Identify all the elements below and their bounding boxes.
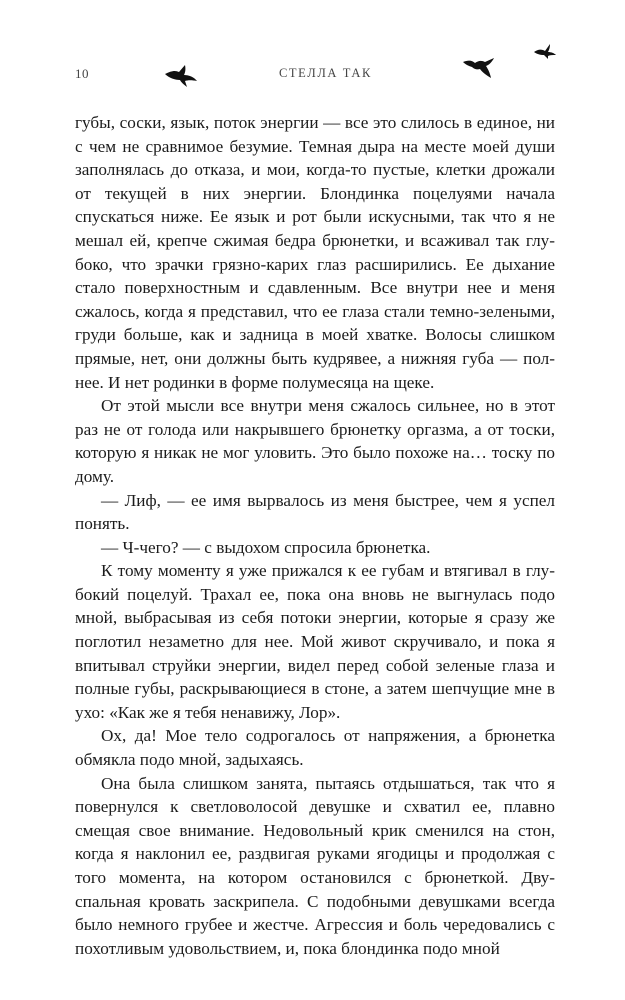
body-text: [75, 111, 555, 960]
raven-icon: [461, 54, 497, 84]
page-header: [0, 62, 625, 92]
running-head: СТЕЛЛА ТАК: [279, 66, 372, 80]
paragraph: К тому моменту я уже прижался к ее губам и втягивал в глубокий поцелуй. Трахал ее, пока она вновь не выгнулась подо мной, выбрасывая из себя потоки энергии, которые я сразу же поглотил незаметно для нее. Мой живот скручивало, и пока я впитывал струйки энергии, видел перед собой зеленые глаза и полные губы, раскрывающиеся в стоне, а затем шепчущие мне в ухо: «Как же я тебя ненавижу, Лор».: [75, 561, 555, 722]
paragraph: Ох, да! Мое тело содрогалось от напряжения, а брюнетка обмякла подо мной, задыхаясь.: [75, 726, 555, 770]
paragraph: — Лиф, — ее имя вырвалось из меня быстрее, чем я успел понять.: [75, 490, 555, 534]
paragraph: губы, соски, язык, поток энергии — все это слилось в единое, ни с чем не сравнимое безумие. Темная дыра на месте моей души заполнялась до отказа, и мои, когда-то пустые, клетки дрожали от текущей в них энергии. Блондинка поцелуями начала спускаться ниже. Ее язык и рот были искусными, так что я не мешал ей, крепче сжимая бедра брюнетки, и всаживал так глубоко, что зрачки грязно-карих глаз расширились. Ее дыхание стало поверхностным и сдавленным. Все внутри нее и меня сжалось, когда я представил, что ее глаза стали темно-зелеными, груди больше, как и задница в моей хватке. Волосы слишком прямые, нет, они должны быть кудрявее, а нижняя губа — полнее. И нет родинки в форме полумесяца на щеке.: [75, 113, 555, 392]
page-number: 10: [75, 66, 89, 81]
paragraph: Она была слишком занята, пытаясь отдышаться, так что я повернулся к светловолосой девушке и схватил ее, плавно смещая свое внимание. Недовольный крик сменился на стон, когда я наклонил ее, раздвигая руками ягодицы и продолжая с того момента, на котором остановился с брюнеткой. Двуспальная кровать заскрипела. С подобными девушками всегда было немного грубее и жестче. Агрессия и боль чередовались с похотливым удовольствием, и, пока блондинка подо мной: [75, 773, 555, 958]
paragraph: — Ч-чего? — с выдохом спросила брюнетка.: [101, 537, 431, 557]
raven-icon: [163, 62, 199, 88]
raven-icon: [533, 42, 557, 60]
paragraph: От этой мысли все внутри меня сжалось сильнее, но в этот раз не от голода или накрывшего брюнетку оргазма, а от тоски, которую я никак не мог уловить. Это было похоже на… тоску по дому.: [75, 396, 555, 486]
